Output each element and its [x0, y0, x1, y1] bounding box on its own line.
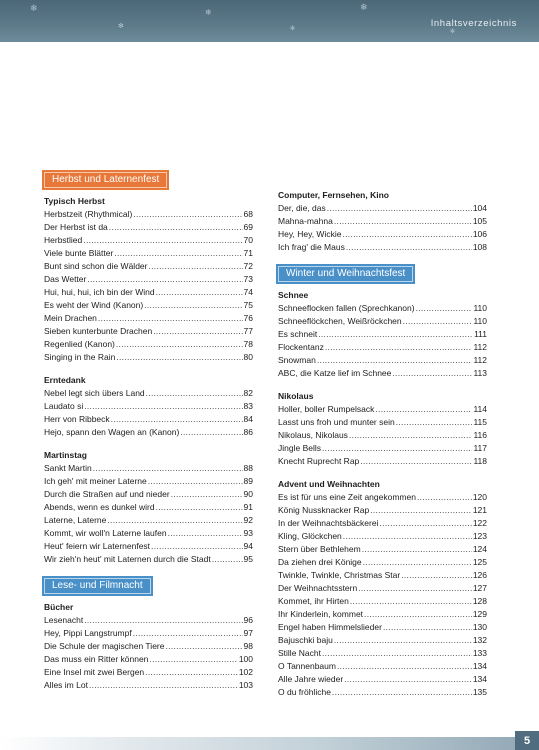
- toc-entry-page: 84: [243, 414, 253, 424]
- dot-leader: [392, 367, 472, 380]
- toc-entry-title: Schneeflocken fallen (Sprechkanon): [278, 303, 415, 313]
- subsection-heading: Nikolaus: [278, 391, 314, 401]
- toc-entry: [278, 582, 487, 595]
- toc-entry-title: Regenlied (Kanon): [44, 339, 115, 349]
- toc-entry-title: Die Schule der magischen Tiere: [44, 641, 165, 651]
- toc-entry-title: Laterne, Laterne: [44, 515, 107, 525]
- dot-leader: [116, 338, 243, 351]
- toc-entry-title: Der Herbst ist da: [44, 222, 108, 232]
- section-spacer: [278, 468, 487, 478]
- dot-leader: [349, 429, 473, 442]
- subsection-heading: Advent und Weihnachten: [278, 479, 380, 489]
- toc-entry-title: Holler, boller Rumpelsack: [278, 404, 375, 414]
- toc-entry-title: Singing in the Rain: [44, 352, 116, 362]
- dot-leader: [360, 455, 472, 468]
- dot-leader: [325, 341, 473, 354]
- toc-entry-title: Es ist für uns eine Zeit angekommen: [278, 492, 416, 502]
- toc-entry: [44, 553, 253, 566]
- toc-entry: [44, 462, 253, 475]
- toc-entry-page: 133: [472, 648, 487, 658]
- dot-leader: [84, 614, 242, 627]
- toc-entry-title: Kling, Glöckchen: [278, 531, 342, 541]
- dot-leader: [317, 354, 473, 367]
- dot-leader: [151, 540, 242, 553]
- dot-leader: [93, 462, 243, 475]
- toc-entry-page: 86: [243, 427, 253, 437]
- toc-entry: [44, 234, 253, 247]
- toc-entry-page: 115: [473, 417, 487, 427]
- dot-leader: [327, 202, 472, 215]
- toc-entry-page: 95: [243, 554, 253, 564]
- toc-entry-title: Nikolaus, Nikolaus: [278, 430, 348, 440]
- toc-entry: [278, 647, 487, 660]
- toc-entry-page: 69: [243, 222, 253, 232]
- toc-entry-page: 110: [473, 303, 487, 313]
- toc-entry-page: 70: [243, 235, 253, 245]
- toc-entry: [44, 666, 253, 679]
- toc-entry-page: 104: [472, 203, 487, 213]
- toc-entry: [278, 530, 487, 543]
- toc-entry: [278, 504, 487, 517]
- toc-entry-title: Das muss ein Ritter können: [44, 654, 149, 664]
- toc-entry-page: 108: [472, 242, 487, 252]
- toc-entry: [278, 442, 487, 455]
- toc-entry-page: 93: [243, 528, 253, 538]
- toc-entry-page: 128: [472, 596, 487, 606]
- dot-leader: [342, 228, 471, 241]
- section-banner: Lese- und Filmnacht: [44, 578, 151, 594]
- toc-entry-title: Herr von Ribbeck: [44, 414, 110, 424]
- toc-entry: [278, 228, 487, 241]
- toc-entry: [278, 660, 487, 673]
- toc-entry-page: 74: [243, 287, 253, 297]
- toc-entry-title: Bunt sind schon die Wälder: [44, 261, 148, 271]
- toc-entry-title: Mein Drachen: [44, 313, 97, 323]
- toc-entry-title: Herbstzeit (Rhythmical): [44, 209, 133, 219]
- toc-entry: [44, 501, 253, 514]
- toc-entry: [44, 260, 253, 273]
- dot-leader: [363, 556, 472, 569]
- toc-entry-page: 88: [243, 463, 253, 473]
- toc-entry-page: 103: [238, 680, 253, 690]
- dot-leader: [145, 666, 238, 679]
- toc-entry-title: Ihr Kinderlein, kommet: [278, 609, 364, 619]
- toc-entry-page: 92: [243, 515, 253, 525]
- toc-entry-page: 111: [474, 329, 487, 339]
- toc-entry-page: 89: [243, 476, 253, 486]
- dot-leader: [107, 514, 242, 527]
- snowflake-icon: ❄: [30, 4, 38, 14]
- subsection-heading: Erntedank: [44, 375, 86, 385]
- toc-right-column: [278, 189, 487, 699]
- toc-entry: [278, 341, 487, 354]
- toc-entry-page: 120: [472, 492, 487, 502]
- toc-entry-title: Alles im Lot: [44, 680, 88, 690]
- toc-entry: [278, 569, 487, 582]
- toc-entry: [44, 514, 253, 527]
- dot-leader: [148, 260, 242, 273]
- dot-leader: [84, 400, 242, 413]
- toc-entry-page: 80: [243, 352, 253, 362]
- toc-entry: [44, 286, 253, 299]
- snowflake-icon: ❄: [360, 3, 368, 13]
- toc-entry-title: Durch die Straßen auf und nieder: [44, 489, 170, 499]
- toc-entry-page: 68: [243, 209, 253, 219]
- toc-entry: [44, 540, 253, 553]
- dot-leader: [334, 215, 472, 228]
- toc-entry: [44, 475, 253, 488]
- toc-entry-page: 110: [473, 316, 487, 326]
- dot-leader: [149, 653, 237, 666]
- toc-entry-page: 91: [243, 502, 253, 512]
- dot-leader: [362, 543, 472, 556]
- toc-entry-title: Hui, hui, hui, ich bin der Wind: [44, 287, 155, 297]
- toc-entry-page: 75: [243, 300, 253, 310]
- toc-entry-title: Der, die, das: [278, 203, 326, 213]
- dot-leader: [156, 286, 243, 299]
- toc-entry: [44, 627, 253, 640]
- dot-leader: [364, 608, 472, 621]
- toc-entry-title: Viele bunte Blätter: [44, 248, 114, 258]
- section-spacer: [44, 439, 253, 449]
- toc-entry-page: 121: [472, 505, 487, 515]
- toc-entry: [44, 614, 253, 627]
- toc-entry-page: 129: [472, 609, 487, 619]
- toc-entry: [44, 653, 253, 666]
- toc-entry: [278, 202, 487, 215]
- toc-entry: [44, 299, 253, 312]
- toc-entry-page: 82: [243, 388, 253, 398]
- toc-entry: [278, 403, 487, 416]
- toc-entry-title: König Nussknacker Rap: [278, 505, 370, 515]
- dot-leader: [322, 647, 472, 660]
- page-title: Inhaltsverzeichnis: [430, 18, 517, 29]
- toc-entry-title: Jingle Bells: [278, 443, 321, 453]
- toc-entry-page: 116: [473, 430, 487, 440]
- toc-entry: [44, 325, 253, 338]
- toc-entry: [278, 302, 487, 315]
- toc-entry: [278, 517, 487, 530]
- toc-entry-page: 112: [473, 355, 487, 365]
- toc-entry-title: Flockentanz: [278, 342, 324, 352]
- section-banner-wrapper: [44, 170, 253, 195]
- toc-entry-page: 123: [472, 531, 487, 541]
- dot-leader: [358, 582, 472, 595]
- subsection-heading: Bücher: [44, 602, 74, 612]
- dot-leader: [344, 673, 472, 686]
- dot-leader: [334, 634, 472, 647]
- toc-entry-title: Heut' feiern wir Laternenfest: [44, 541, 151, 551]
- toc-entry-page: 100: [238, 654, 253, 664]
- toc-entry-page: 118: [473, 456, 487, 466]
- toc-entry-page: 130: [472, 622, 487, 632]
- dot-leader: [350, 595, 472, 608]
- dot-leader: [396, 416, 473, 429]
- dot-leader: [416, 302, 473, 315]
- toc-entry-title: Lasst uns froh und munter sein: [278, 417, 395, 427]
- dot-leader: [144, 299, 242, 312]
- dot-leader: [111, 413, 243, 426]
- toc-entry-title: Kommt, wir woll'n Laterne laufen: [44, 528, 167, 538]
- toc-entry: [44, 527, 253, 540]
- dot-leader: [346, 241, 472, 254]
- toc-entry-page: 113: [473, 368, 487, 378]
- toc-entry-page: 72: [243, 261, 253, 271]
- toc-entry-page: 96: [243, 615, 253, 625]
- subsection-heading: Martinstag: [44, 450, 87, 460]
- toc-entry: [278, 241, 487, 254]
- toc-entry-title: O Tannenbaum: [278, 661, 336, 671]
- dot-leader: [343, 530, 472, 543]
- toc-entry-title: Da ziehen drei Könige: [278, 557, 362, 567]
- dot-leader: [401, 569, 472, 582]
- page-number: 5: [515, 731, 539, 750]
- snowflake-icon: ✻: [450, 28, 456, 35]
- toc-entry: [278, 686, 487, 699]
- toc-entry-title: Sieben kunterbunte Drachen: [44, 326, 153, 336]
- section-spacer: [44, 566, 253, 576]
- dot-leader: [375, 403, 472, 416]
- dot-leader: [417, 491, 472, 504]
- section-banner: Winter und Weihnachtsfest: [278, 266, 413, 282]
- toc-entry-page: 73: [243, 274, 253, 284]
- toc-entry-title: Hey, Pippi Langstrumpf: [44, 628, 132, 638]
- toc-entry-page: 90: [243, 489, 253, 499]
- toc-entry: [278, 673, 487, 686]
- dot-leader: [379, 517, 471, 530]
- toc-entry-page: 114: [473, 404, 487, 414]
- toc-entry-page: 134: [472, 674, 487, 684]
- toc-entry-page: 105: [472, 216, 487, 226]
- dot-leader: [148, 475, 243, 488]
- dot-leader: [180, 426, 242, 439]
- toc-entry: [278, 455, 487, 468]
- toc-entry-title: Stille Nacht: [278, 648, 321, 658]
- toc-entry-title: Bajuschki baju: [278, 635, 333, 645]
- toc-entry-title: Laudato si: [44, 401, 84, 411]
- toc-entry: [278, 595, 487, 608]
- toc-entry-page: 71: [243, 248, 253, 258]
- toc-entry-page: 98: [243, 641, 253, 651]
- dot-leader: [89, 679, 238, 692]
- snowflake-icon: ✻: [118, 22, 124, 30]
- toc-entry: [278, 315, 487, 328]
- toc-entry-page: 126: [472, 570, 487, 580]
- toc-entry-title: ABC, die Katze lief im Schnee: [278, 368, 392, 378]
- toc-entry-title: Knecht Ruprecht Rap: [278, 456, 360, 466]
- dot-leader: [318, 328, 473, 341]
- toc-entry: [278, 543, 487, 556]
- toc-entry: [278, 367, 487, 380]
- toc-entry-page: 77: [243, 326, 253, 336]
- toc-entry-page: 122: [472, 518, 487, 528]
- toc-entry: [278, 354, 487, 367]
- footer-band: [0, 737, 539, 750]
- toc-entry-page: 125: [472, 557, 487, 567]
- toc-entry-title: Lesenacht: [44, 615, 84, 625]
- toc-entry: [278, 215, 487, 228]
- dot-leader: [168, 527, 243, 540]
- dot-leader: [83, 234, 242, 247]
- dot-leader: [109, 221, 243, 234]
- toc-entry: [44, 338, 253, 351]
- section-banner: Herbst und Laternenfest: [44, 172, 167, 188]
- toc-left-column: [44, 170, 253, 692]
- toc-entry-title: Es schneit: [278, 329, 318, 339]
- toc-entry-title: Ich geh' mit meiner Laterne: [44, 476, 147, 486]
- dot-leader: [403, 315, 473, 328]
- toc-entry-title: Es weht der Wind (Kanon): [44, 300, 144, 310]
- toc-entry: [278, 621, 487, 634]
- toc-entry: [44, 312, 253, 325]
- dot-leader: [146, 387, 243, 400]
- toc-entry-page: 117: [473, 443, 487, 453]
- snowflake-icon: ❄: [205, 8, 212, 17]
- toc-entry: [278, 556, 487, 569]
- snowflake-icon: ✻: [290, 25, 296, 32]
- toc-entry-title: Engel haben Himmelslieder: [278, 622, 382, 632]
- toc-entry-page: 112: [473, 342, 487, 352]
- toc-entry: [44, 247, 253, 260]
- toc-entry-title: Der Weihnachtsstern: [278, 583, 358, 593]
- toc-entry: [278, 608, 487, 621]
- subsection-heading: Computer, Fernsehen, Kino: [278, 190, 389, 200]
- toc-entry-page: 97: [243, 628, 253, 638]
- toc-entry-page: 94: [243, 541, 253, 551]
- toc-entry: [44, 679, 253, 692]
- toc-entry-title: Sankt Martin: [44, 463, 92, 473]
- toc-entry: [44, 208, 253, 221]
- toc-entry-title: Das Wetter: [44, 274, 87, 284]
- toc-entry-title: Abends, wenn es dunkel wird: [44, 502, 155, 512]
- toc-entry: [44, 426, 253, 439]
- dot-leader: [383, 621, 472, 634]
- toc-entry-title: Twinkle, Twinkle, Christmas Star: [278, 570, 401, 580]
- section-banner-wrapper: [44, 576, 253, 601]
- toc-entry-title: Hejo, spann den Wagen an (Kanon): [44, 427, 180, 437]
- toc-entry-title: Eine Insel mit zwei Bergen: [44, 667, 145, 677]
- toc-entry: [44, 351, 253, 364]
- section-spacer: [278, 254, 487, 264]
- dot-leader: [165, 640, 242, 653]
- toc-entry-title: Kommet, ihr Hirten: [278, 596, 349, 606]
- toc-entry: [44, 400, 253, 413]
- toc-entry-title: Wir zieh'n heut' mit Laternen durch die Stadt: [44, 554, 211, 564]
- toc-entry-title: Alle Jahre wieder: [278, 674, 344, 684]
- section-banner-wrapper: [278, 264, 487, 289]
- toc-entry: [44, 221, 253, 234]
- dot-leader: [116, 351, 242, 364]
- toc-entry-page: 134: [472, 661, 487, 671]
- toc-entry: [44, 413, 253, 426]
- toc-entry-page: 132: [472, 635, 487, 645]
- toc-entry: [278, 634, 487, 647]
- dot-leader: [156, 501, 243, 514]
- dot-leader: [212, 553, 243, 566]
- toc-entry-page: 102: [238, 667, 253, 677]
- section-spacer: [44, 364, 253, 374]
- toc-entry: [278, 429, 487, 442]
- toc-entry: [44, 273, 253, 286]
- dot-leader: [171, 488, 243, 501]
- toc-entry-page: 135: [472, 687, 487, 697]
- dot-leader: [87, 273, 242, 286]
- toc-entry-title: Stern über Bethlehem: [278, 544, 361, 554]
- dot-leader: [153, 325, 242, 338]
- dot-leader: [337, 660, 472, 673]
- subsection-heading: Schnee: [278, 290, 309, 300]
- toc-entry: [278, 416, 487, 429]
- toc-entry: [278, 491, 487, 504]
- dot-leader: [98, 312, 243, 325]
- dot-leader: [114, 247, 242, 260]
- dot-leader: [322, 442, 472, 455]
- dot-leader: [133, 627, 243, 640]
- toc-entry-page: 78: [243, 339, 253, 349]
- dot-leader: [133, 208, 242, 221]
- toc-entry-page: 124: [472, 544, 487, 554]
- toc-entry: [278, 328, 487, 341]
- toc-entry-title: Schneeflöckchen, Weißröckchen: [278, 316, 402, 326]
- toc-entry-title: Hey, Hey, Wickie: [278, 229, 342, 239]
- toc-entry-page: 127: [472, 583, 487, 593]
- dot-leader: [332, 686, 472, 699]
- toc-entry-page: 83: [243, 401, 253, 411]
- section-spacer: [278, 380, 487, 390]
- subsection-heading: Typisch Herbst: [44, 196, 105, 206]
- toc-entry: [44, 640, 253, 653]
- toc-entry-page: 106: [472, 229, 487, 239]
- toc-entry: [44, 387, 253, 400]
- toc-entry-title: In der Weihnachtsbäckerei: [278, 518, 379, 528]
- toc-entry-title: Mahna-mahna: [278, 216, 333, 226]
- toc-entry-title: Snowman: [278, 355, 316, 365]
- toc-entry: [44, 488, 253, 501]
- header-band: [0, 0, 539, 42]
- toc-entry-title: Herbstlied: [44, 235, 83, 245]
- toc-entry-title: O du fröhliche: [278, 687, 331, 697]
- toc-entry-title: Ich frag' die Maus: [278, 242, 345, 252]
- toc-entry-title: Nebel legt sich übers Land: [44, 388, 145, 398]
- toc-entry-page: 76: [243, 313, 253, 323]
- dot-leader: [370, 504, 472, 517]
